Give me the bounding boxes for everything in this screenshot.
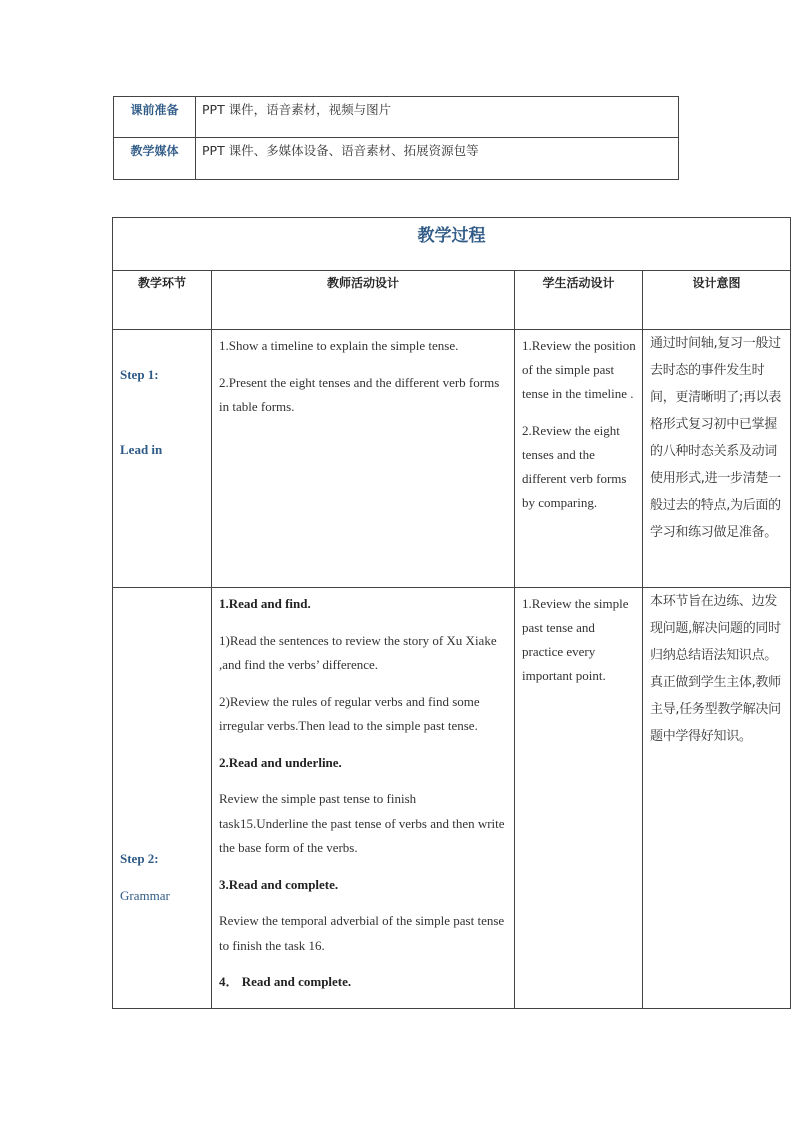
process-title-row [113,218,791,271]
step2-teacher-line: Review the temporal adverbial of the simple past tense to finish the task 16. [219,913,505,953]
header-teacher: 教师活动设计 [212,271,515,330]
step2-intent-cell: 本环节旨在边练、边发现问题,解决问题的同时归纳总结语法知识点。真正做到学生主体,教师主导,任务型教学解决问题中学得好知识。 [643,588,791,1009]
step1-title: Step 1: [120,367,159,382]
header-intent: 设计意图 [643,271,791,330]
step2-subtitle: Grammar [120,888,170,903]
step1-teacher-line: 2.Present the eight tenses and the different verb forms in table forms. [219,374,500,414]
step2-row [113,588,791,1009]
step2-teacher-heading: 3.Read and complete. [219,876,339,892]
header-row [113,271,791,330]
step2-student-line: 1.Review the simple past tense and practice every important point. [522,596,629,683]
prep-key: 课前准备 [114,97,196,138]
process-table [112,217,791,1009]
step2-teacher-cell [212,588,515,1009]
prep-table [113,96,679,180]
step2-teacher-line: Review the simple past tense to finish task15.Underline the past tense of verbs and then write the base form of the verbs. [219,791,505,855]
step2-teacher-heading: 2.Read and underline. [219,754,342,770]
step2-teacher-heading: 4． Read and complete. [219,974,352,989]
header-stage: 教学环节 [113,271,212,330]
step2-student-cell [515,588,643,1009]
prep-row-media [114,138,679,180]
step1-student-line: 1.Review the position of the simple past tense in the timeline . [522,338,636,401]
step2-teacher-line: 2)Review the rules of regular verbs and find some irregular verbs.Then lead to the simple past tense. [219,693,480,733]
prep-key: 教学媒体 [114,138,196,180]
prep-value: PPT 课件，语音素材，视频与图片 [196,97,679,138]
step2-teacher-heading: 1.Read and find. [219,596,311,611]
step2-stage-cell [113,588,212,1009]
step1-subtitle: Lead in [120,442,163,457]
step1-row [113,330,791,588]
prep-row-materials [114,97,679,138]
process-title: 教学过程 [113,218,791,271]
step1-intent-cell: 通过时间轴,复习一般过去时态的事件发生时间，更清晰明了;再以表格形式复习初中已掌握的八种时态关系及动词使用形式,进一步清楚一般过去的特点,为后面的学习和练习做足准备。 [643,330,791,588]
step1-teacher-cell [212,330,515,588]
step2-title: Step 2: [120,851,159,866]
prep-value: PPT 课件、多媒体设备、语音素材、拓展资源包等 [196,138,679,180]
step1-student-line: 2.Review the eight tenses and the different verb forms by comparing. [522,423,627,510]
header-student: 学生活动设计 [515,271,643,330]
step2-teacher-line: 1)Read the sentences to review the story of Xu Xiake ,and find the verbs’ difference. [219,632,497,672]
step1-stage-cell [113,330,212,588]
step1-student-cell [515,330,643,588]
step1-teacher-line: 1.Show a timeline to explain the simple tense. [219,338,459,353]
